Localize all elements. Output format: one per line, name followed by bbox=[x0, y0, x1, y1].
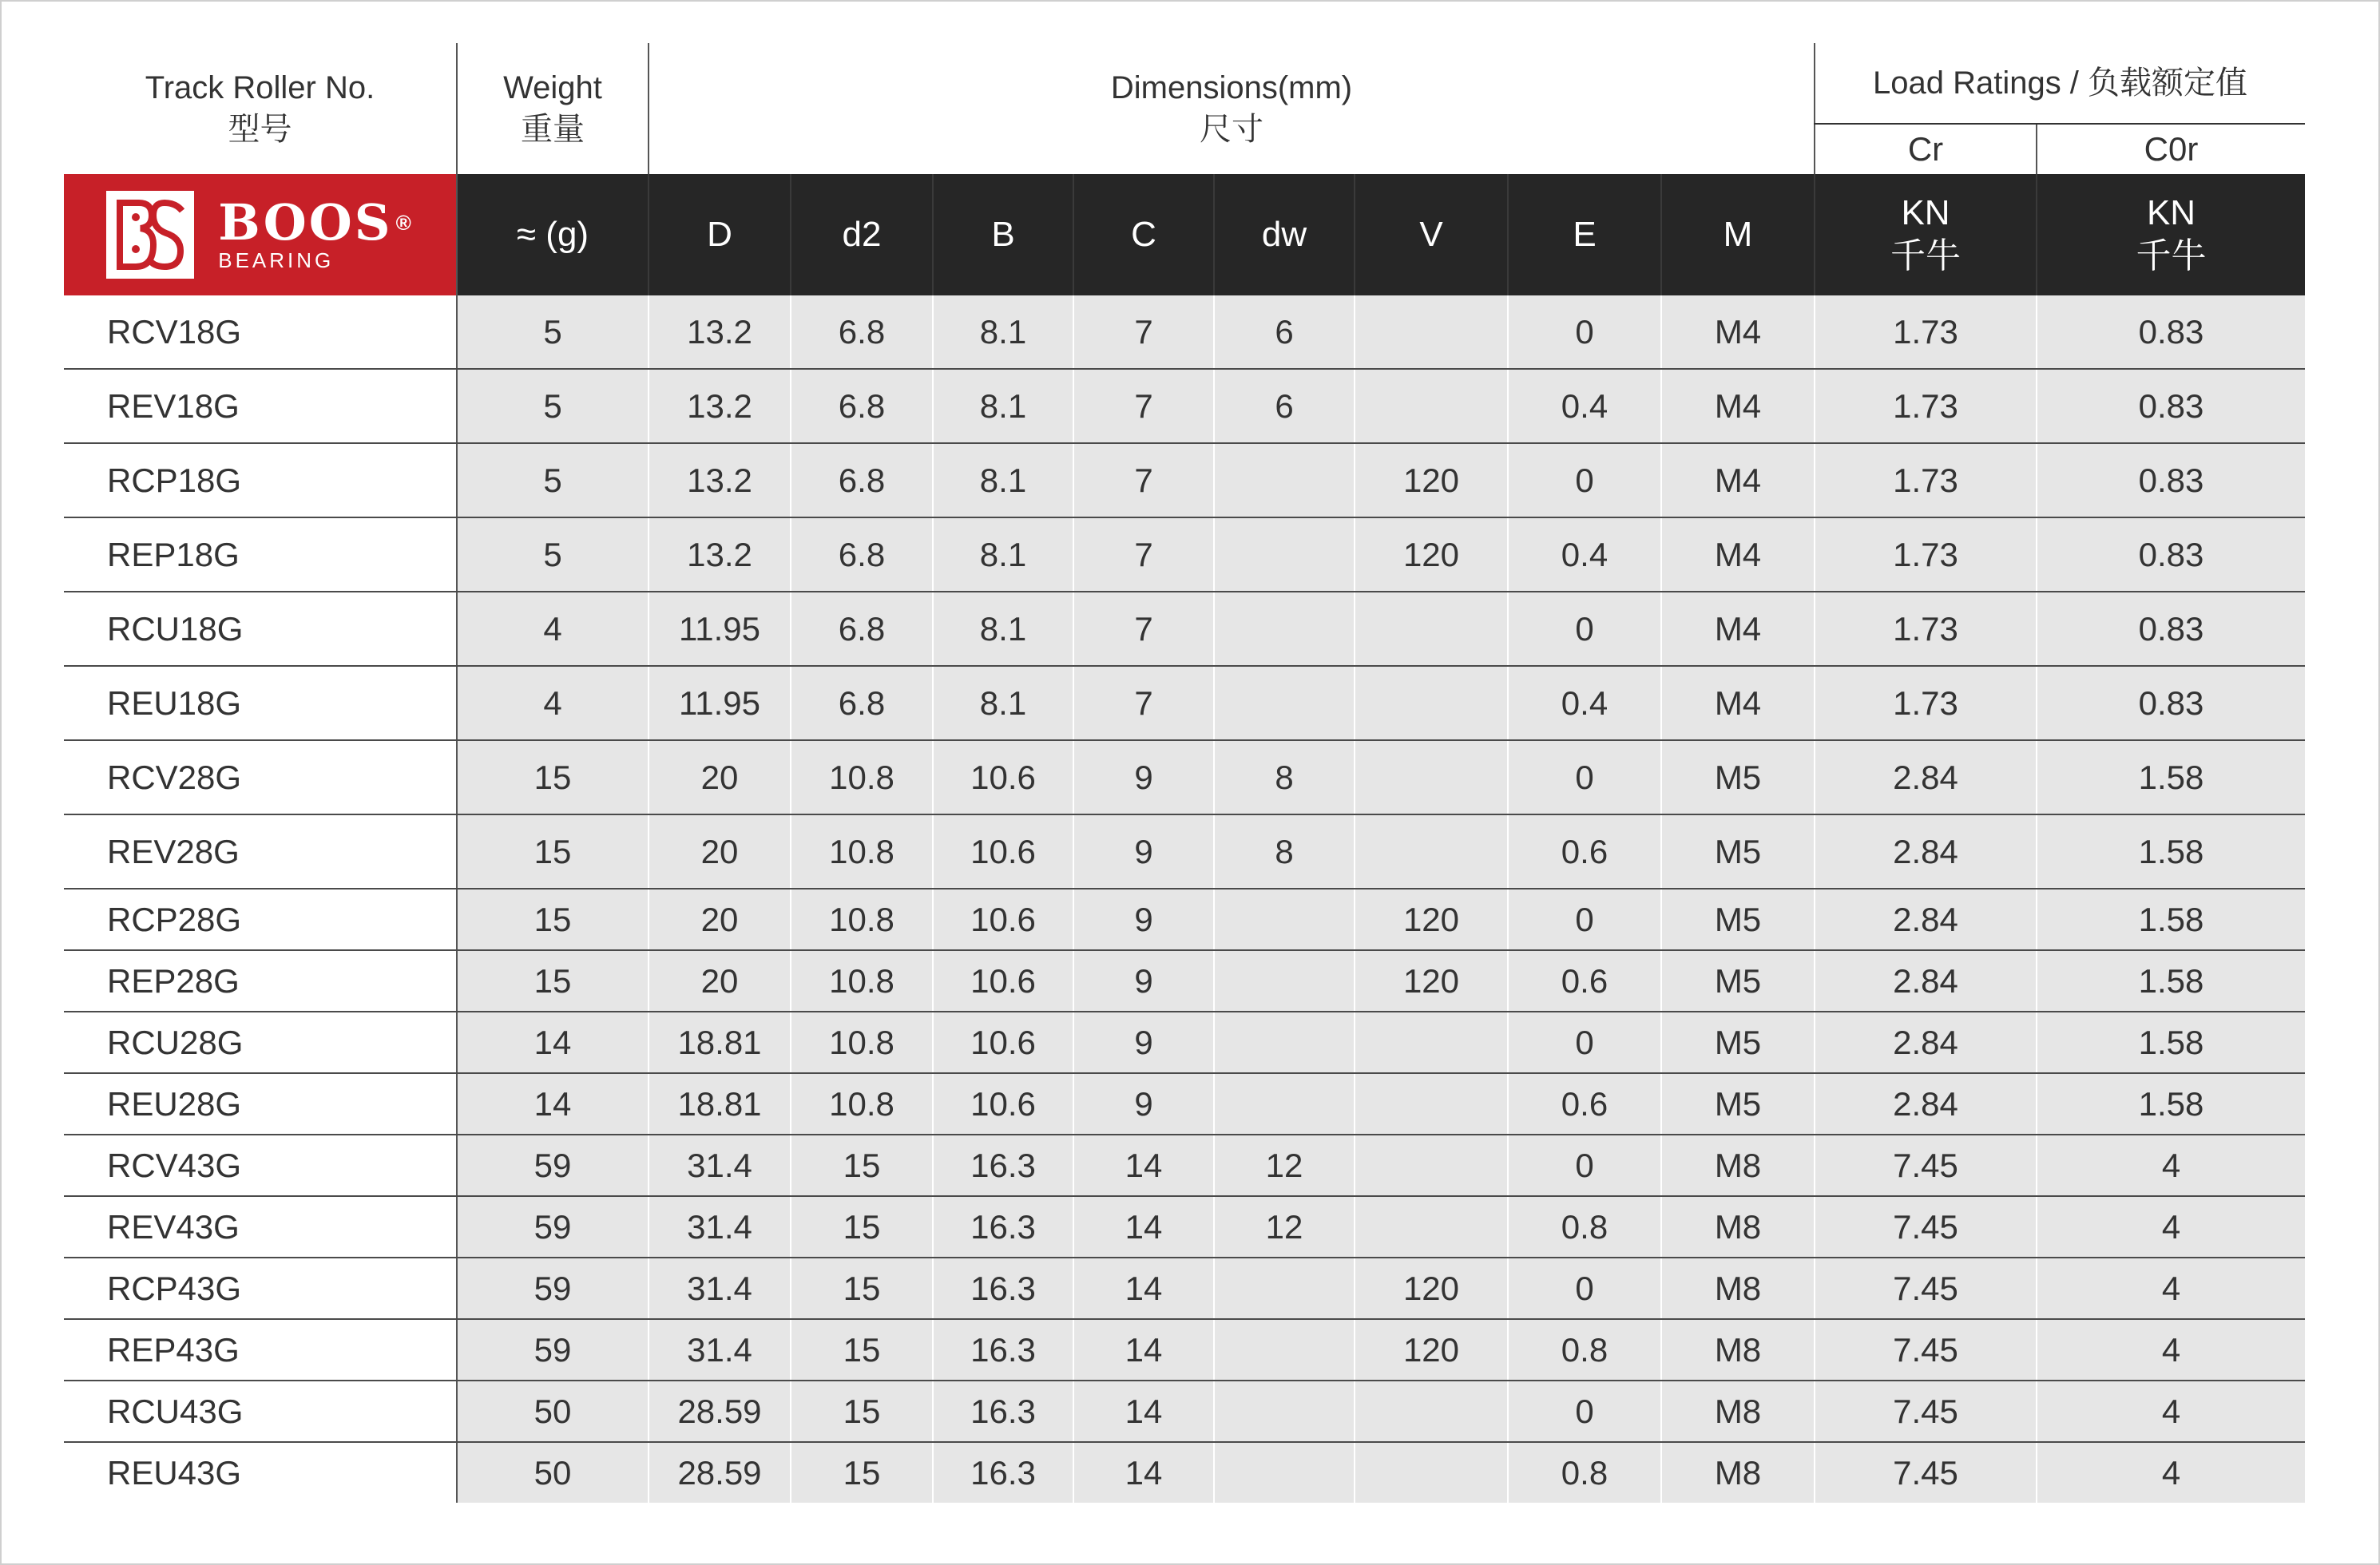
cell-b: 16.3 bbox=[933, 1319, 1073, 1381]
cell-m: M5 bbox=[1661, 1073, 1815, 1135]
cell-dw bbox=[1214, 443, 1355, 517]
cell-c0r: 1.58 bbox=[2037, 1073, 2305, 1135]
cell-d: 18.81 bbox=[649, 1012, 791, 1073]
cell-cr: 1.73 bbox=[1815, 666, 2037, 740]
cell-model: REU43G bbox=[64, 1442, 457, 1503]
cell-m: M4 bbox=[1661, 369, 1815, 443]
table-row bbox=[64, 1073, 2305, 1135]
cell-cr: 1.73 bbox=[1815, 443, 2037, 517]
cell-d2: 6.8 bbox=[791, 666, 933, 740]
table-row bbox=[64, 369, 2305, 443]
cell-c: 7 bbox=[1073, 443, 1214, 517]
cell-cr: 7.45 bbox=[1815, 1381, 2037, 1442]
cell-v bbox=[1355, 1196, 1508, 1258]
cell-dw bbox=[1214, 1012, 1355, 1073]
cell-c: 14 bbox=[1073, 1442, 1214, 1503]
cell-e: 0.6 bbox=[1508, 1073, 1661, 1135]
cell-m: M4 bbox=[1661, 666, 1815, 740]
cell-c: 9 bbox=[1073, 1012, 1214, 1073]
cell-weight: 14 bbox=[457, 1073, 649, 1135]
cell-model: REP43G bbox=[64, 1319, 457, 1381]
cell-b: 8.1 bbox=[933, 517, 1073, 592]
cell-dw: 12 bbox=[1214, 1135, 1355, 1196]
cell-m: M5 bbox=[1661, 950, 1815, 1012]
cell-d: 31.4 bbox=[649, 1196, 791, 1258]
cell-v bbox=[1355, 295, 1508, 369]
cell-dw bbox=[1214, 1442, 1355, 1503]
cell-d2: 6.8 bbox=[791, 295, 933, 369]
cell-e: 0 bbox=[1508, 1012, 1661, 1073]
cell-cr: 2.84 bbox=[1815, 740, 2037, 814]
cell-model: RCU28G bbox=[64, 1012, 457, 1073]
cell-m: M5 bbox=[1661, 889, 1815, 950]
cell-cr: 2.84 bbox=[1815, 814, 2037, 889]
cell-d: 13.2 bbox=[649, 443, 791, 517]
cell-cr: 1.73 bbox=[1815, 369, 2037, 443]
unit-cr-en: KN bbox=[1901, 193, 1950, 232]
table-row bbox=[64, 1135, 2305, 1196]
cell-dw: 6 bbox=[1214, 295, 1355, 369]
header-weight-en: Weight bbox=[503, 70, 602, 105]
unit-cr bbox=[1815, 174, 2037, 295]
cell-b: 10.6 bbox=[933, 889, 1073, 950]
table-row bbox=[64, 1258, 2305, 1319]
cell-c0r: 1.58 bbox=[2037, 1012, 2305, 1073]
cell-m: M5 bbox=[1661, 814, 1815, 889]
cell-b: 8.1 bbox=[933, 666, 1073, 740]
cell-c0r: 0.83 bbox=[2037, 517, 2305, 592]
track-roller-spec-table bbox=[64, 43, 2305, 1503]
cell-b: 8.1 bbox=[933, 295, 1073, 369]
cell-b: 16.3 bbox=[933, 1442, 1073, 1503]
cell-cr: 1.73 bbox=[1815, 517, 2037, 592]
cell-cr: 7.45 bbox=[1815, 1319, 2037, 1381]
cell-c0r: 0.83 bbox=[2037, 592, 2305, 666]
cell-dw bbox=[1214, 950, 1355, 1012]
cell-c0r: 1.58 bbox=[2037, 950, 2305, 1012]
cell-d: 28.59 bbox=[649, 1442, 791, 1503]
cell-weight: 59 bbox=[457, 1258, 649, 1319]
cell-c: 14 bbox=[1073, 1196, 1214, 1258]
table-row bbox=[64, 950, 2305, 1012]
header-dimensions-en: Dimensions(mm) bbox=[1110, 70, 1353, 105]
cell-dw bbox=[1214, 592, 1355, 666]
cell-d2: 15 bbox=[791, 1319, 933, 1381]
cell-d2: 6.8 bbox=[791, 369, 933, 443]
cell-c0r: 0.83 bbox=[2037, 295, 2305, 369]
header-model-en: Track Roller No. bbox=[145, 70, 375, 105]
cell-model: REU18G bbox=[64, 666, 457, 740]
table-row bbox=[64, 1442, 2305, 1503]
cell-c0r: 4 bbox=[2037, 1135, 2305, 1196]
cell-cr: 1.73 bbox=[1815, 592, 2037, 666]
cell-v bbox=[1355, 1381, 1508, 1442]
cell-cr: 2.84 bbox=[1815, 1073, 2037, 1135]
cell-e: 0 bbox=[1508, 889, 1661, 950]
table-row bbox=[64, 1196, 2305, 1258]
cell-weight: 4 bbox=[457, 592, 649, 666]
unit-E: E bbox=[1508, 174, 1661, 295]
table-row bbox=[64, 443, 2305, 517]
cell-c0r: 4 bbox=[2037, 1442, 2305, 1503]
cell-d2: 15 bbox=[791, 1135, 933, 1196]
cell-dw bbox=[1214, 1258, 1355, 1319]
cell-dw bbox=[1214, 517, 1355, 592]
cell-b: 8.1 bbox=[933, 592, 1073, 666]
cell-c: 14 bbox=[1073, 1319, 1214, 1381]
table-row bbox=[64, 1319, 2305, 1381]
table-row bbox=[64, 517, 2305, 592]
cell-c: 7 bbox=[1073, 369, 1214, 443]
cell-cr: 7.45 bbox=[1815, 1196, 2037, 1258]
cell-model: RCV28G bbox=[64, 740, 457, 814]
table-row bbox=[64, 889, 2305, 950]
cell-d2: 10.8 bbox=[791, 740, 933, 814]
cell-d: 31.4 bbox=[649, 1135, 791, 1196]
cell-c: 9 bbox=[1073, 1073, 1214, 1135]
cell-m: M8 bbox=[1661, 1381, 1815, 1442]
cell-d2: 10.8 bbox=[791, 814, 933, 889]
registered-mark: ® bbox=[395, 211, 414, 235]
cell-b: 10.6 bbox=[933, 1012, 1073, 1073]
unit-M: M bbox=[1661, 174, 1815, 295]
cell-d: 11.95 bbox=[649, 592, 791, 666]
brand-sub: BEARING bbox=[218, 248, 335, 272]
cell-c: 14 bbox=[1073, 1135, 1214, 1196]
cell-d2: 10.8 bbox=[791, 950, 933, 1012]
cell-d2: 10.8 bbox=[791, 1012, 933, 1073]
cell-dw: 8 bbox=[1214, 740, 1355, 814]
cell-e: 0 bbox=[1508, 740, 1661, 814]
cell-e: 0 bbox=[1508, 592, 1661, 666]
cell-weight: 50 bbox=[457, 1381, 649, 1442]
table-body bbox=[64, 295, 2305, 1503]
unit-C: C bbox=[1073, 174, 1214, 295]
header-dimensions bbox=[649, 43, 1815, 174]
cell-model: RCV18G bbox=[64, 295, 457, 369]
cell-weight: 5 bbox=[457, 369, 649, 443]
cell-m: M8 bbox=[1661, 1442, 1815, 1503]
header-c0r: C0r bbox=[2037, 124, 2305, 174]
cell-e: 0 bbox=[1508, 1135, 1661, 1196]
cell-m: M4 bbox=[1661, 517, 1815, 592]
cell-d2: 15 bbox=[791, 1442, 933, 1503]
cell-b: 16.3 bbox=[933, 1381, 1073, 1442]
cell-c0r: 4 bbox=[2037, 1319, 2305, 1381]
unit-c0r bbox=[2037, 174, 2305, 295]
cell-b: 8.1 bbox=[933, 443, 1073, 517]
cell-model: RCP43G bbox=[64, 1258, 457, 1319]
header-model-cn: 型号 bbox=[228, 112, 292, 147]
cell-e: 0.8 bbox=[1508, 1196, 1661, 1258]
cell-m: M8 bbox=[1661, 1319, 1815, 1381]
boos-logo-icon bbox=[106, 191, 194, 279]
cell-dw: 12 bbox=[1214, 1196, 1355, 1258]
table-row bbox=[64, 666, 2305, 740]
cell-e: 0 bbox=[1508, 443, 1661, 517]
unit-c0r-en: KN bbox=[2146, 193, 2196, 232]
cell-b: 10.6 bbox=[933, 814, 1073, 889]
cell-cr: 7.45 bbox=[1815, 1258, 2037, 1319]
cell-model: RCV43G bbox=[64, 1135, 457, 1196]
cell-m: M4 bbox=[1661, 295, 1815, 369]
cell-v bbox=[1355, 1442, 1508, 1503]
cell-d2: 6.8 bbox=[791, 592, 933, 666]
unit-d2: d2 bbox=[791, 174, 933, 295]
cell-c0r: 1.58 bbox=[2037, 889, 2305, 950]
cell-c: 14 bbox=[1073, 1381, 1214, 1442]
cell-c: 9 bbox=[1073, 950, 1214, 1012]
cell-v bbox=[1355, 814, 1508, 889]
cell-m: M5 bbox=[1661, 740, 1815, 814]
cell-c: 7 bbox=[1073, 295, 1214, 369]
cell-b: 10.6 bbox=[933, 950, 1073, 1012]
cell-cr: 2.84 bbox=[1815, 950, 2037, 1012]
cell-weight: 15 bbox=[457, 950, 649, 1012]
header-model bbox=[64, 43, 457, 174]
cell-m: M8 bbox=[1661, 1258, 1815, 1319]
cell-b: 8.1 bbox=[933, 369, 1073, 443]
cell-weight: 14 bbox=[457, 1012, 649, 1073]
cell-c: 9 bbox=[1073, 814, 1214, 889]
cell-c0r: 0.83 bbox=[2037, 666, 2305, 740]
cell-model: REP18G bbox=[64, 517, 457, 592]
cell-d: 20 bbox=[649, 814, 791, 889]
table-row bbox=[64, 295, 2305, 369]
cell-v: 120 bbox=[1355, 950, 1508, 1012]
cell-d: 13.2 bbox=[649, 517, 791, 592]
header-cr: Cr bbox=[1815, 124, 2037, 174]
cell-c: 14 bbox=[1073, 1258, 1214, 1319]
cell-model: RCP18G bbox=[64, 443, 457, 517]
cell-d: 20 bbox=[649, 740, 791, 814]
cell-model: REU28G bbox=[64, 1073, 457, 1135]
cell-cr: 2.84 bbox=[1815, 1012, 2037, 1073]
cell-dw bbox=[1214, 1319, 1355, 1381]
cell-b: 16.3 bbox=[933, 1135, 1073, 1196]
cell-e: 0 bbox=[1508, 1258, 1661, 1319]
cell-b: 16.3 bbox=[933, 1196, 1073, 1258]
cell-c0r: 0.83 bbox=[2037, 369, 2305, 443]
cell-e: 0.6 bbox=[1508, 814, 1661, 889]
cell-d: 13.2 bbox=[649, 295, 791, 369]
cell-e: 0 bbox=[1508, 1381, 1661, 1442]
cell-d2: 6.8 bbox=[791, 443, 933, 517]
cell-d2: 10.8 bbox=[791, 889, 933, 950]
cell-dw bbox=[1214, 666, 1355, 740]
cell-e: 0.4 bbox=[1508, 666, 1661, 740]
cell-dw: 8 bbox=[1214, 814, 1355, 889]
cell-dw: 6 bbox=[1214, 369, 1355, 443]
cell-v: 120 bbox=[1355, 443, 1508, 517]
cell-e: 0.6 bbox=[1508, 950, 1661, 1012]
cell-cr: 1.73 bbox=[1815, 295, 2037, 369]
cell-e: 0 bbox=[1508, 295, 1661, 369]
cell-v bbox=[1355, 1012, 1508, 1073]
cell-d: 31.4 bbox=[649, 1319, 791, 1381]
cell-c: 9 bbox=[1073, 740, 1214, 814]
cell-e: 0.8 bbox=[1508, 1319, 1661, 1381]
cell-v bbox=[1355, 740, 1508, 814]
brand-logo bbox=[64, 174, 457, 295]
cell-v bbox=[1355, 666, 1508, 740]
cell-model: REP28G bbox=[64, 950, 457, 1012]
cell-cr: 2.84 bbox=[1815, 889, 2037, 950]
cell-e: 0.4 bbox=[1508, 369, 1661, 443]
cell-weight: 5 bbox=[457, 295, 649, 369]
cell-weight: 59 bbox=[457, 1319, 649, 1381]
cell-v: 120 bbox=[1355, 1319, 1508, 1381]
cell-weight: 4 bbox=[457, 666, 649, 740]
cell-b: 16.3 bbox=[933, 1258, 1073, 1319]
cell-b: 10.6 bbox=[933, 740, 1073, 814]
cell-d2: 15 bbox=[791, 1196, 933, 1258]
cell-weight: 59 bbox=[457, 1135, 649, 1196]
cell-d2: 6.8 bbox=[791, 517, 933, 592]
cell-c: 7 bbox=[1073, 666, 1214, 740]
cell-m: M4 bbox=[1661, 443, 1815, 517]
cell-cr: 7.45 bbox=[1815, 1135, 2037, 1196]
cell-v: 120 bbox=[1355, 517, 1508, 592]
cell-d2: 15 bbox=[791, 1381, 933, 1442]
cell-d2: 10.8 bbox=[791, 1073, 933, 1135]
cell-e: 0.8 bbox=[1508, 1442, 1661, 1503]
cell-cr: 7.45 bbox=[1815, 1442, 2037, 1503]
cell-m: M8 bbox=[1661, 1196, 1815, 1258]
cell-c0r: 1.58 bbox=[2037, 814, 2305, 889]
cell-model: REV43G bbox=[64, 1196, 457, 1258]
cell-c0r: 4 bbox=[2037, 1196, 2305, 1258]
header-weight bbox=[457, 43, 649, 174]
unit-B: B bbox=[933, 174, 1073, 295]
cell-v: 120 bbox=[1355, 889, 1508, 950]
unit-weight: ≈ (g) bbox=[457, 174, 649, 295]
cell-v bbox=[1355, 369, 1508, 443]
cell-c0r: 0.83 bbox=[2037, 443, 2305, 517]
cell-weight: 5 bbox=[457, 517, 649, 592]
cell-v bbox=[1355, 592, 1508, 666]
cell-m: M8 bbox=[1661, 1135, 1815, 1196]
cell-model: RCU43G bbox=[64, 1381, 457, 1442]
cell-c: 9 bbox=[1073, 889, 1214, 950]
unit-dw: dw bbox=[1214, 174, 1355, 295]
cell-d: 20 bbox=[649, 889, 791, 950]
cell-d: 20 bbox=[649, 950, 791, 1012]
cell-model: REV18G bbox=[64, 369, 457, 443]
table-row bbox=[64, 740, 2305, 814]
cell-dw bbox=[1214, 889, 1355, 950]
table-row bbox=[64, 1012, 2305, 1073]
header-dimensions-cn: 尺寸 bbox=[1200, 112, 1263, 147]
cell-v bbox=[1355, 1073, 1508, 1135]
header-weight-cn: 重量 bbox=[521, 112, 585, 147]
cell-d: 11.95 bbox=[649, 666, 791, 740]
cell-d: 13.2 bbox=[649, 369, 791, 443]
cell-model: RCP28G bbox=[64, 889, 457, 950]
unit-cr-cn: 千牛 bbox=[1890, 236, 1961, 275]
cell-c: 7 bbox=[1073, 592, 1214, 666]
brand-name: BOOS bbox=[218, 193, 393, 252]
cell-c: 7 bbox=[1073, 517, 1214, 592]
cell-b: 10.6 bbox=[933, 1073, 1073, 1135]
cell-weight: 5 bbox=[457, 443, 649, 517]
unit-D: D bbox=[649, 174, 791, 295]
table-row bbox=[64, 1381, 2305, 1442]
cell-d: 28.59 bbox=[649, 1381, 791, 1442]
table-row bbox=[64, 814, 2305, 889]
units-band bbox=[64, 174, 2305, 295]
cell-weight: 15 bbox=[457, 740, 649, 814]
table-row bbox=[64, 592, 2305, 666]
unit-c0r-cn: 千牛 bbox=[2136, 236, 2207, 275]
cell-model: REV28G bbox=[64, 814, 457, 889]
cell-m: M5 bbox=[1661, 1012, 1815, 1073]
cell-v bbox=[1355, 1135, 1508, 1196]
cell-d: 18.81 bbox=[649, 1073, 791, 1135]
cell-weight: 15 bbox=[457, 814, 649, 889]
cell-d2: 15 bbox=[791, 1258, 933, 1319]
cell-v: 120 bbox=[1355, 1258, 1508, 1319]
cell-d: 31.4 bbox=[649, 1258, 791, 1319]
cell-weight: 15 bbox=[457, 889, 649, 950]
cell-weight: 50 bbox=[457, 1442, 649, 1503]
cell-e: 0.4 bbox=[1508, 517, 1661, 592]
cell-dw bbox=[1214, 1073, 1355, 1135]
unit-V: V bbox=[1355, 174, 1508, 295]
header-load-ratings: Load Ratings / 负载额定值 bbox=[1815, 43, 2305, 124]
cell-model: RCU18G bbox=[64, 592, 457, 666]
cell-c0r: 4 bbox=[2037, 1381, 2305, 1442]
cell-c0r: 1.58 bbox=[2037, 740, 2305, 814]
cell-c0r: 4 bbox=[2037, 1258, 2305, 1319]
cell-weight: 59 bbox=[457, 1196, 649, 1258]
cell-m: M4 bbox=[1661, 592, 1815, 666]
cell-dw bbox=[1214, 1381, 1355, 1442]
